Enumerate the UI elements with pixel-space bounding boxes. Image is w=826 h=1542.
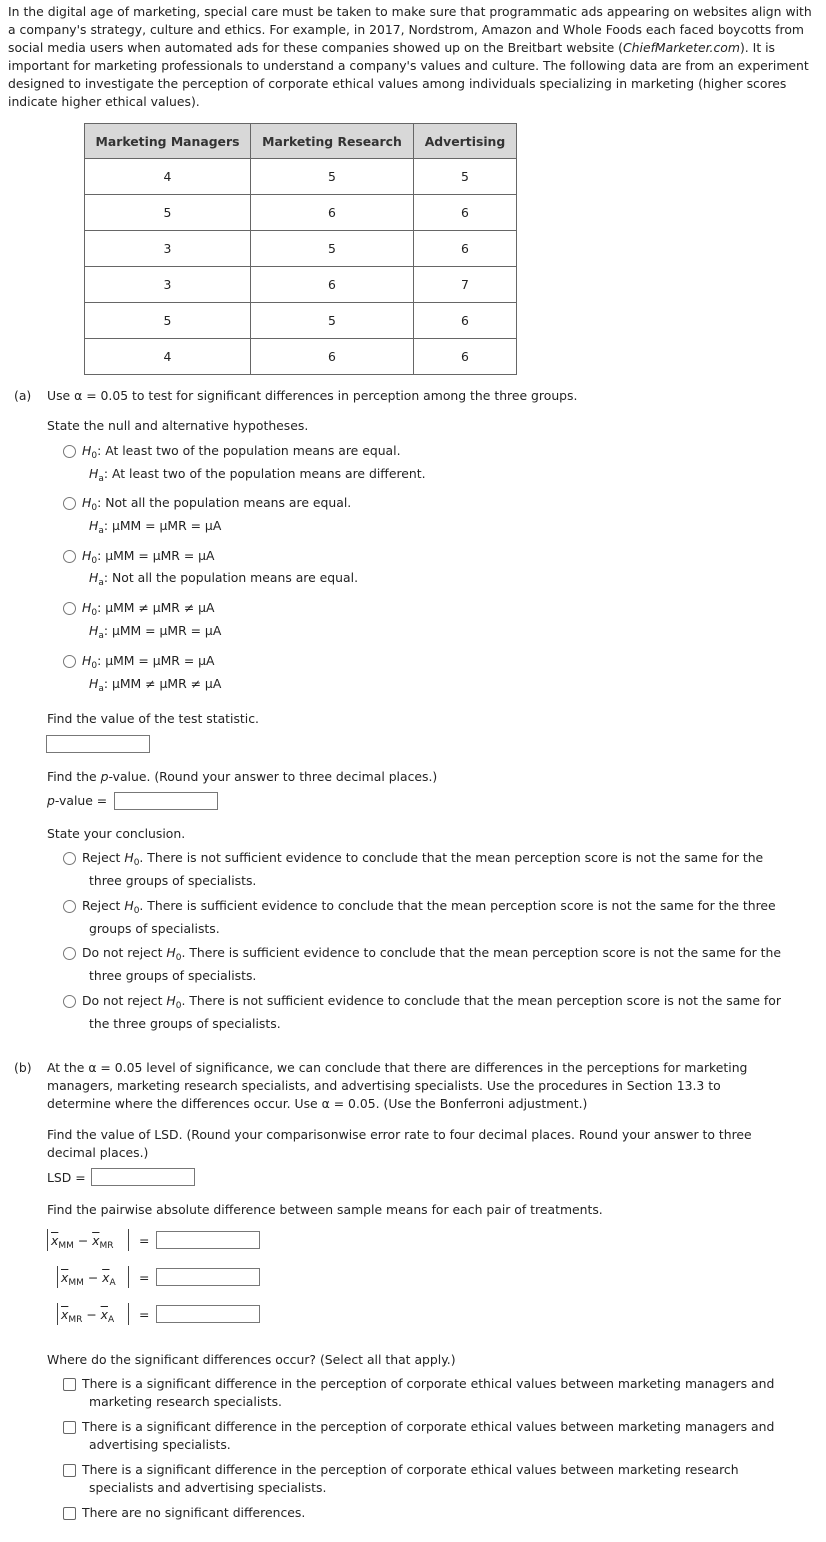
pair-2-expression: $\overline{x}_{MM} - \overline{x}_A$ (61, 1270, 116, 1288)
table-cell: 6 (251, 195, 414, 231)
table-cell: 6 (251, 339, 414, 375)
test-statistic-input[interactable] (46, 735, 150, 753)
difference-choice-2-checkbox[interactable] (63, 1421, 76, 1434)
equals-sign: = (139, 1270, 150, 1285)
pvalue-label-p: p (47, 793, 55, 808)
hypothesis-option-3-ha: $H_a$: Not all the population means are equal. (89, 570, 359, 588)
abs-bar-right (128, 1266, 129, 1288)
conclusion-option-1: Reject $H_0$. There is not sufficient evidence to conclude that the mean perception score is not the same for the (82, 850, 764, 868)
conclusion-option-2: Reject $H_0$. There is sufficient evidence to conclude that the mean perception score is not the same for the three (82, 898, 776, 916)
hypothesis-option-5-h0: $H_0$: μMM = μMR = μA (82, 653, 215, 671)
table-cell: 5 (251, 303, 414, 339)
pvalue-prompt-text: Find the (47, 769, 101, 784)
pvalue-input[interactable] (114, 792, 218, 810)
conclusion-text: Reject (82, 898, 125, 913)
hypothesis-option-4-radio[interactable] (63, 602, 76, 615)
conclusion-option-3: Do not reject $H_0$. There is sufficient evidence to conclude that the mean perception score is not the same for the (82, 945, 782, 963)
part-a-prompt: Use α = 0.05 to test for significant differences in perception among the three groups. (47, 388, 578, 403)
conclusion-option-1-line2: three groups of specialists. (89, 873, 257, 888)
where-prompt: Where do the significant differences occur? (Select all that apply.) (47, 1352, 456, 1367)
option-text: μMM = μMR = μA (111, 518, 222, 533)
option-text: At least two of the population means are equal. (105, 443, 401, 458)
option-text: μMM = μMR = μA (105, 653, 215, 668)
pair-sub: A (109, 1278, 116, 1288)
table-cell: 5 (251, 231, 414, 267)
conclusion-option-2-line2: groups of specialists. (89, 921, 220, 936)
table-cell: 6 (414, 303, 517, 339)
conclusion-option-3-radio[interactable] (63, 947, 76, 960)
pair-1-input[interactable] (156, 1231, 260, 1249)
pair-sub: MM (68, 1278, 84, 1288)
table-cell: 6 (414, 339, 517, 375)
hypothesis-option-4-h0: $H_0$: μMM ≠ μMR ≠ μA (82, 600, 215, 618)
part-b-prompt-line3: determine where the differences occur. Use α = 0.05. (Use the Bonferroni adjustment.) (47, 1096, 588, 1111)
intro-source: ChiefMarketer.com (623, 40, 740, 55)
hypothesis-option-1-h0: $H_0$: At least two of the population means are equal. (82, 443, 401, 461)
conclusion-text: Do not reject (82, 945, 167, 960)
conclusion-text: Reject (82, 850, 125, 865)
col-header: Marketing Managers (85, 124, 251, 159)
intro-paragraph (8, 3, 816, 111)
col-header: Marketing Research (251, 124, 414, 159)
table-row (85, 303, 517, 339)
hypothesis-option-2-ha: $H_a$: μMM = μMR = μA (89, 518, 222, 536)
table-cell: 5 (85, 303, 251, 339)
abs-bar-left (47, 1229, 48, 1251)
option-text: Not all the population means are equal. (105, 495, 352, 510)
conclusion-text: . There is sufficient evidence to conclude that the mean perception score is not the same for the three (139, 898, 776, 913)
option-text: μMM = μMR = μA (105, 548, 215, 563)
pair-3-expression: $\overline{x}_{MR} - \overline{x}_A$ (61, 1307, 115, 1325)
difference-choice-4-line1: There are no significant differences. (82, 1505, 306, 1520)
table-cell: 4 (85, 339, 251, 375)
conclusion-option-1-radio[interactable] (63, 852, 76, 865)
equals-sign: = (139, 1233, 150, 1248)
lsd-prompt-line2: decimal places.) (47, 1145, 149, 1160)
lsd-label: LSD = (47, 1170, 86, 1185)
abs-bar-right (128, 1229, 129, 1251)
abs-bar-left (57, 1303, 58, 1325)
intro-text-continued: ). It is important for marketing professionals to understand a company's values and culture. The following data are from an experiment designed to investigate the perception of corporate ethical values among individuals specializing in marketing (higher scores indicate higher ethical values). (8, 40, 809, 109)
difference-choice-2-line1: There is a significant difference in the perception of corporate ethical values between marketing managers and (82, 1419, 775, 1434)
difference-choice-1-line2: marketing research specialists. (89, 1394, 282, 1409)
data-table (84, 123, 517, 375)
option-text: μMM ≠ μMR ≠ μA (105, 600, 215, 615)
table-cell: 6 (414, 195, 517, 231)
abs-bar-left (57, 1266, 58, 1288)
difference-choice-2-line2: advertising specialists. (89, 1437, 231, 1452)
pair-sub: MM (58, 1241, 74, 1251)
pair-1-expression: $\overline{x}_{MM} - \overline{x}_{MR}$ (51, 1233, 114, 1251)
col-header: Advertising (414, 124, 517, 159)
hypothesis-option-1-ha: $H_a$: At least two of the population means are different. (89, 466, 426, 484)
part-b-prompt-line2: managers, marketing research specialists, and advertising specialists. Use the procedures in Section 13.3 to (47, 1078, 721, 1093)
difference-choice-1-line1: There is a significant difference in the perception of corporate ethical values between marketing managers and (82, 1376, 775, 1391)
difference-choice-4-checkbox[interactable] (63, 1507, 76, 1520)
part-a-label: (a) (14, 388, 32, 403)
hypothesis-option-2-radio[interactable] (63, 497, 76, 510)
conclusion-text: . There is not sufficient evidence to conclude that the mean perception score is not the same for the (139, 850, 764, 865)
table-row (85, 195, 517, 231)
difference-choice-3-line2: specialists and advertising specialists. (89, 1480, 327, 1495)
conclusion-text: . There is not sufficient evidence to conclude that the mean perception score is not the same for (181, 993, 781, 1008)
hypothesis-option-5-radio[interactable] (63, 655, 76, 668)
table-row (85, 159, 517, 195)
pair-sub: MR (68, 1315, 83, 1325)
equals-sign: = (139, 1307, 150, 1322)
conclusion-prompt: State your conclusion. (47, 826, 186, 841)
hypotheses-prompt: State the null and alternative hypotheses. (47, 418, 309, 433)
conclusion-option-4-radio[interactable] (63, 995, 76, 1008)
table-header-row (85, 124, 517, 159)
pair-sub: A (107, 1315, 115, 1325)
difference-choice-1-checkbox[interactable] (63, 1378, 76, 1391)
hypothesis-option-3-radio[interactable] (63, 550, 76, 563)
abs-bar-right (128, 1303, 129, 1325)
option-text: At least two of the population means are different. (111, 466, 426, 481)
option-text: Not all the population means are equal. (111, 570, 359, 585)
table-cell: 6 (251, 267, 414, 303)
conclusion-text: Do not reject (82, 993, 167, 1008)
table-cell: 5 (85, 195, 251, 231)
table-row (85, 231, 517, 267)
pair-sub: MR (99, 1241, 114, 1251)
pvalue-prompt (47, 769, 437, 784)
table-cell: 3 (85, 267, 251, 303)
table-cell: 6 (414, 231, 517, 267)
table-cell: 4 (85, 159, 251, 195)
intro-text: In the digital age of marketing, special care must be taken to make sure that programmatic ads appearing on websites align with a company's strategy, culture and ethics. For example, in 2017, Nordstrom, Amazon and Whole Foods each faced boycotts from social media users when automated ads for these companies showed up on the Breitbart website ( (8, 4, 812, 55)
pvalue-prompt-text: -value. (Round your answer to three decimal places.) (108, 769, 438, 784)
difference-choice-3-line1: There is a significant difference in the perception of corporate ethical values between marketing research (82, 1462, 739, 1477)
hypothesis-option-3-h0: $H_0$: μMM = μMR = μA (82, 548, 215, 566)
difference-choice-3-checkbox[interactable] (63, 1464, 76, 1477)
conclusion-option-4: Do not reject $H_0$. There is not sufficient evidence to conclude that the mean perception score is not the same for (82, 993, 781, 1011)
conclusion-option-4-line2: the three groups of specialists. (89, 1016, 281, 1031)
part-b-label: (b) (14, 1060, 32, 1075)
pairwise-prompt: Find the pairwise absolute difference between sample means for each pair of treatments. (47, 1202, 603, 1217)
conclusion-option-3-line2: three groups of specialists. (89, 968, 257, 983)
hypothesis-option-4-ha: $H_a$: μMM = μMR = μA (89, 623, 222, 641)
table-cell: 3 (85, 231, 251, 267)
pvalue-prompt-p: p (100, 769, 109, 784)
lsd-prompt-line1: Find the value of LSD. (Round your comparisonwise error rate to four decimal places. Round your answer to three (47, 1127, 752, 1142)
pvalue-label (47, 793, 107, 808)
hypothesis-option-2-h0: $H_0$: Not all the population means are equal. (82, 495, 352, 513)
pvalue-label-text: -value = (54, 793, 108, 808)
hypothesis-option-5-ha: $H_a$: μMM ≠ μMR ≠ μA (89, 676, 222, 694)
option-text: μMM ≠ μMR ≠ μA (111, 676, 222, 691)
option-text: μMM = μMR = μA (111, 623, 222, 638)
pair-2-input[interactable] (156, 1268, 260, 1286)
conclusion-option-2-radio[interactable] (63, 900, 76, 913)
table-cell: 5 (251, 159, 414, 195)
lsd-input[interactable] (91, 1168, 195, 1186)
hypothesis-option-1-radio[interactable] (63, 445, 76, 458)
table-cell: 5 (414, 159, 517, 195)
test-statistic-prompt: Find the value of the test statistic. (47, 711, 259, 726)
pair-3-input[interactable] (156, 1305, 260, 1323)
conclusion-text: . There is sufficient evidence to conclude that the mean perception score is not the same for the (181, 945, 782, 960)
table-row (85, 339, 517, 375)
part-b-prompt-line1: At the α = 0.05 level of significance, we can conclude that there are differences in the perceptions for marketing (47, 1060, 748, 1075)
table-cell: 7 (414, 267, 517, 303)
table-row (85, 267, 517, 303)
